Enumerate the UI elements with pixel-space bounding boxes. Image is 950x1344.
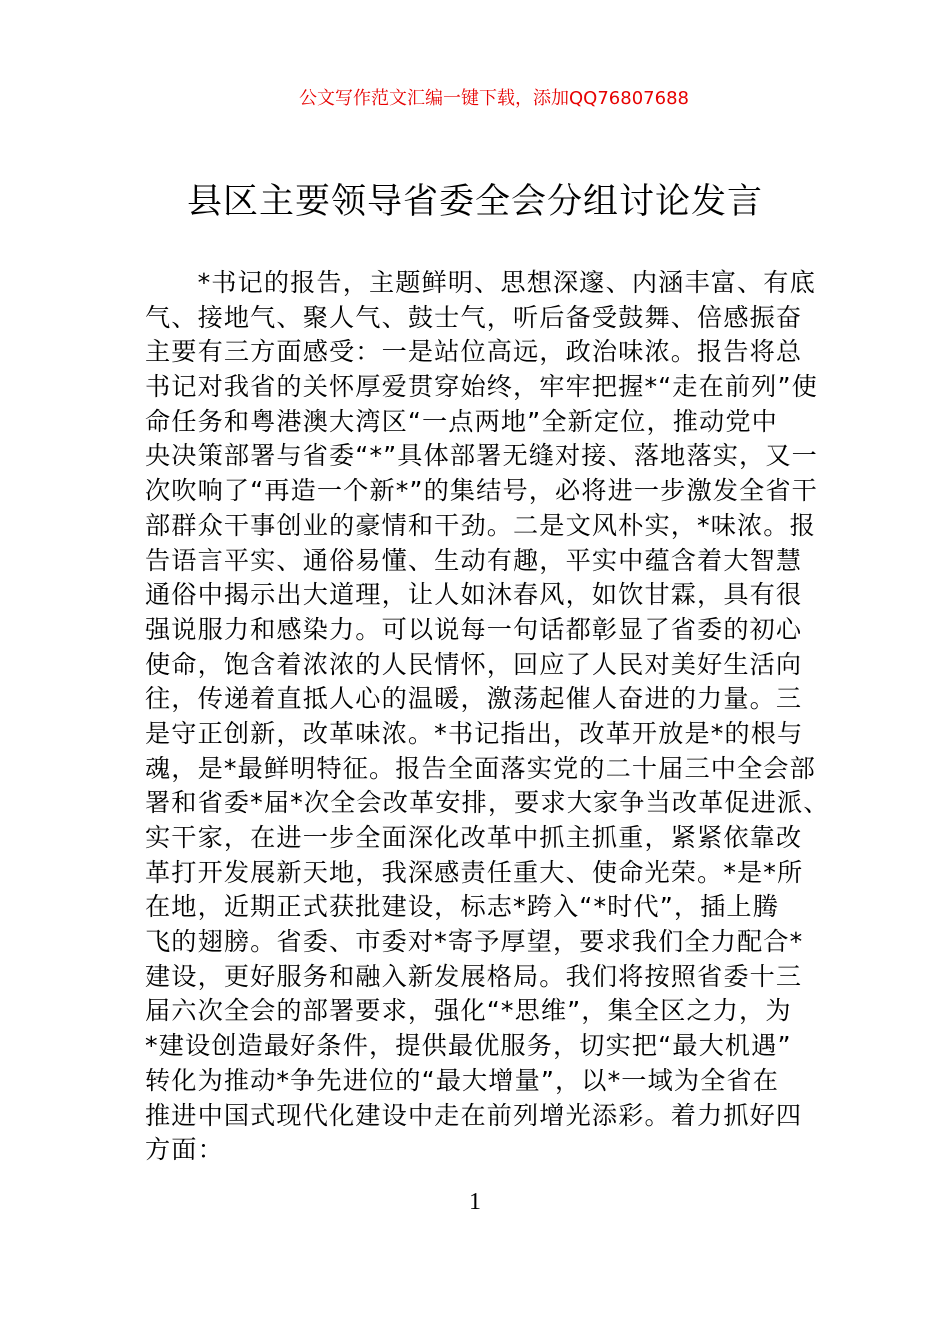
body-text-line: *建设创造最好条件，提供最优服务，切实把“最大机遇”: [145, 1031, 792, 1061]
body-text-line: 建设，更好服务和融入新发展格局。我们将按照省委十三: [145, 961, 803, 991]
body-text-line: 届六次全会的部署要求，强化“*思维”，集全区之力，为: [145, 996, 792, 1026]
body-text-line: 推进中国式现代化建设中走在前列增光添彩。着力抓好四: [145, 1100, 803, 1130]
body-text-line: 往，传递着直抵人心的温暖，激荡起催人奋进的力量。三: [145, 684, 803, 714]
body-text-line: 次吹响了“再造一个新*”的集结号，必将进一步激发全省干: [145, 476, 818, 506]
body-text-line: 革打开发展新天地，我深感责任重大、使命光荣。*是*所: [145, 857, 804, 887]
body-text-line: 在地，近期正式获批建设，标志*跨入“*时代”，插上腾: [145, 892, 780, 922]
body-text-line: 魂，是*最鲜明特征。报告全面落实党的二十届三中全会部: [145, 753, 816, 783]
body-text-line: 转化为推动*争先进位的“最大增量”，以*一域为全省在: [145, 1065, 780, 1095]
document-body: [145, 266, 830, 1168]
body-text-line: 书记对我省的关怀厚爱贯穿始终，牢牢把握*“走在前列”使: [145, 372, 818, 402]
body-text-line: 方面：: [145, 1135, 224, 1165]
body-text-line: 命任务和粤港澳大湾区“一点两地”全新定位，推动党中: [145, 406, 778, 436]
body-text-line: 告语言平实、通俗易懂、生动有趣，平实中蕴含着大智慧: [145, 545, 803, 575]
body-text-line: *书记的报告，主题鲜明、思想深邃、内涵丰富、有底: [145, 268, 816, 297]
body-text-line: 署和省委*届*次全会改革安排，要求大家争当改革促进派、: [145, 788, 830, 818]
body-text-line: 气、接地气、聚人气、鼓士气，听后备受鼓舞、倍感振奋: [145, 302, 803, 332]
body-text-line: 飞的翅膀。省委、市委对*寄予厚望，要求我们全力配合*: [145, 927, 804, 957]
body-text-line: 主要有三方面感受：一是站位高远，政治味浓。报告将总: [145, 337, 803, 367]
body-text-line: 是守正创新，改革味浓。*书记指出，改革开放是*的根与: [145, 718, 804, 748]
body-text-line: 使命，饱含着浓浓的人民情怀，回应了人民对美好生活向: [145, 649, 803, 679]
document-title: 县区主要领导省委全会分组讨论发言: [186, 182, 763, 222]
body-text-line: 实干家，在进一步全面深化改革中抓主抓重，紧紧依靠改: [145, 823, 803, 852]
body-text-line: 通俗中揭示出大道理，让人如沐春风，如饮甘霖，具有很: [145, 580, 803, 610]
body-text-line: 央决策部署与省委“*”具体部署无缝对接、落地落实，又一: [145, 441, 818, 471]
body-text-line: 部群众干事创业的豪情和干劲。二是文风朴实，*味浓。报: [145, 510, 816, 540]
download-promo-note: 公文写作范文汇编一键下载，添加QQ76807688: [299, 88, 689, 109]
page-number: 1: [469, 1189, 481, 1215]
body-text-line: 强说服力和感染力。可以说每一句话都彰显了省委的初心: [145, 614, 803, 644]
